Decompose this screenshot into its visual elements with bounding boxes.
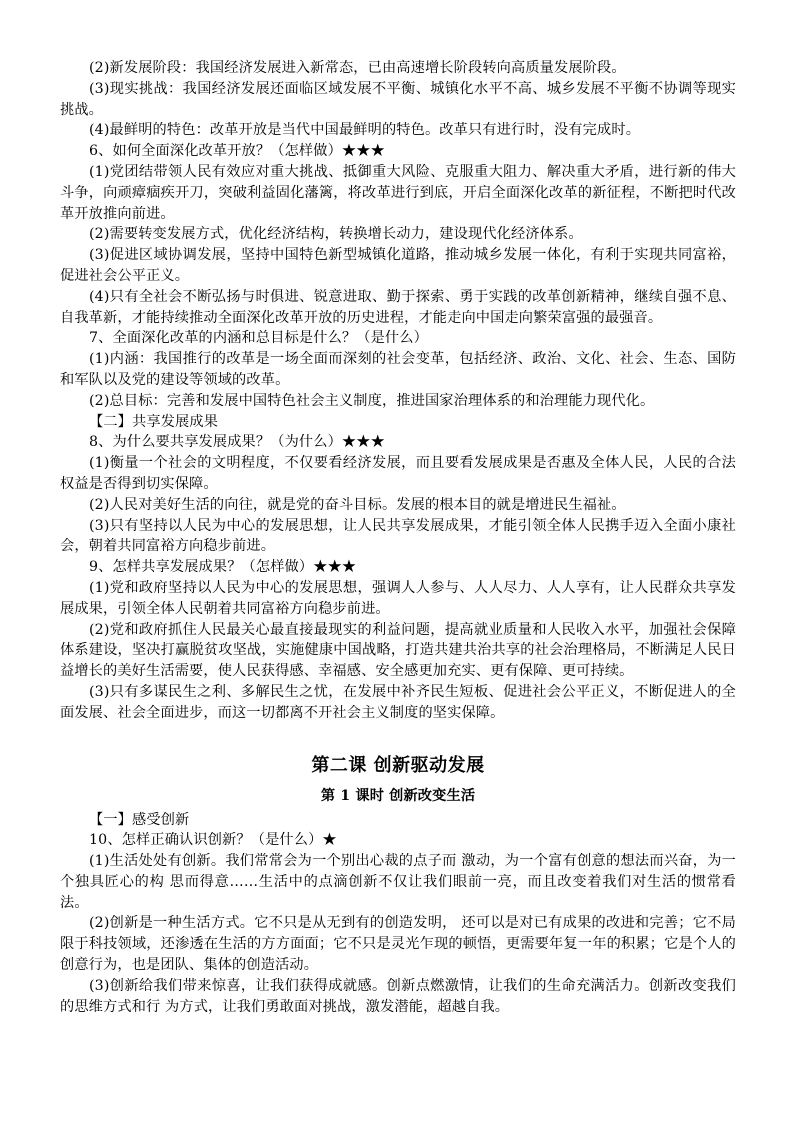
paragraph: (2)党和政府抓住人民最关心最直接最现实的利益问题，提高就业质量和人民收入水平，加强社会保障体系建设，坚决打赢脱贫攻坚战，实施健康中国战略，打造共建共治共享的社会治理格局，不断满足人民日益增长的美好生活需要，使人民获得感、幸福感、安全感更加充实、更有保障、更可持续。 (60, 621, 736, 680)
paragraph: (2)需要转变发展方式，优化经济结构，转换增长动力，建设现代化经济体系。 (89, 226, 583, 243)
lesson-title: 第 1 课时 创新改变生活 (320, 787, 476, 804)
paragraph: (3)只有坚持以人民为中心的发展思想，让人民共享发展成果，才能引领全体人民携手迈入全面小康社会，朝着共同富裕方向稳步前进。 (60, 517, 736, 555)
paragraph: (3)促进区域协调发展，坚持中国特色新型城镇化道路，推动城乡发展一体化，有利于实现共同富裕，促进社会公平正义。 (60, 247, 736, 284)
paragraph: (3)现实挑战：我国经济发展还面临区域发展不平衡、城镇化水平不高、城乡发展不平衡不协调等现实挑战。 (60, 80, 736, 118)
spacer (60, 724, 736, 752)
section-heading: 【二】共享发展成果 (89, 413, 219, 430)
paragraph: (3)只有多谋民生之利、多解民生之忧，在发展中补齐民生短板、促进社会公平正义，不断促进人的全面发展、社会全面进步，而这一切都离不开社会主义制度的坚实保障。 (60, 683, 736, 721)
paragraph: (2)新发展阶段：我国经济发展进入新常态，已由高速增长阶段转向高质量发展阶段。 (89, 60, 626, 76)
question-heading: 7、全面深化改革的内涵和总目标是什么？（是什么） (89, 330, 428, 347)
section-heading: 【一】感受创新 (89, 811, 190, 828)
paragraph: (1)衡量一个社会的文明程度，不仅要看经济发展，而且要看发展成果是否惠及全体人民，人民的合法权益是否得到切实保障。 (60, 455, 736, 492)
question-heading: 10、怎样正确认识创新？（是什么）★ (89, 832, 337, 849)
paragraph: (2)创新是一种生活方式。它不只是从无到有的创造发明， 还可以是对已有成果的改进和完善；它不局限于科技领域，还渗透在生活的方方面面；它不只是灵光乍现的顿悟，更需要年复一年的积累；它是个人的创意行为，也是团队、集体的创造活动。 (60, 915, 736, 974)
question-heading: 8、为什么要共享发展成果？（为什么）★★★ (89, 434, 385, 451)
paragraph: (1)党团结带领人民有效应对重大挑战、抵御重大风险、克服重大阻力、解决重大矛盾，进行新的伟大斗争，向顽瘴痼疾开刀，突破利益固化藩篱，将改革进行到底，开启全面深化改革的新征程，不断把时代改革开放推向前进。 (60, 163, 736, 222)
paragraph: (2)总目标：完善和发展中国特色社会主义制度，推进国家治理体系的和治理能力现代化。 (89, 392, 655, 409)
chapter-title: 第二课 创新驱动发展 (311, 754, 485, 776)
paragraph: (1)党和政府坚持以人民为中心的发展思想，强调人人参与、人人尽力、人人享有，让人民群众共享发展成果，引领全体人民朝着共同富裕方向稳步前进。 (60, 579, 736, 617)
paragraph: (1)内涵：我国推行的改革是一场全面而深刻的社会变革，包括经济、政治、文化、社会、生态、国防和军队以及党的建设等领域的改革。 (60, 351, 736, 388)
paragraph: (4)最鲜明的特色：改革开放是当代中国最鲜明的特色。改革只有进行时，没有完成时。 (89, 122, 641, 139)
paragraph: (4)只有全社会不断弘扬与时俱进、锐意进取、勤于探索、勇于实践的改革创新精神，继续自强不息、自我革新，才能持续推动全面深化改革开放的历史进程，才能走向中国走向繁荣富强的最强音。 (60, 288, 736, 326)
paragraph: (2)人民对美好生活的向往，就是党的奋斗目标。发展的根本目的就是增进民生福祉。 (89, 496, 626, 513)
document-body (60, 58, 736, 1017)
paragraph: (3)创新给我们带来惊喜，让我们获得成就感。创新点燃激情，让我们的生命充满活力。创新改变我们的思维方式和行 为方式，让我们勇敢面对挑战，激发潜能，超越自我。 (60, 977, 736, 1015)
paragraph: (1)生活处处有创新。我们常常会为一个别出心裁的点子而 激动，为一个富有创意的想法而兴奋，为一个独具匠心的构 思而得意……生活中的点滴创新不仅让我们眼前一亮，而且改变着我们对生活的惯常看法。 (60, 853, 736, 911)
question-heading: 9、怎样共享发展成果？（怎样做）★★★ (89, 559, 357, 576)
question-heading: 6、如何全面深化改革开放？（怎样做）★★★ (89, 143, 385, 160)
